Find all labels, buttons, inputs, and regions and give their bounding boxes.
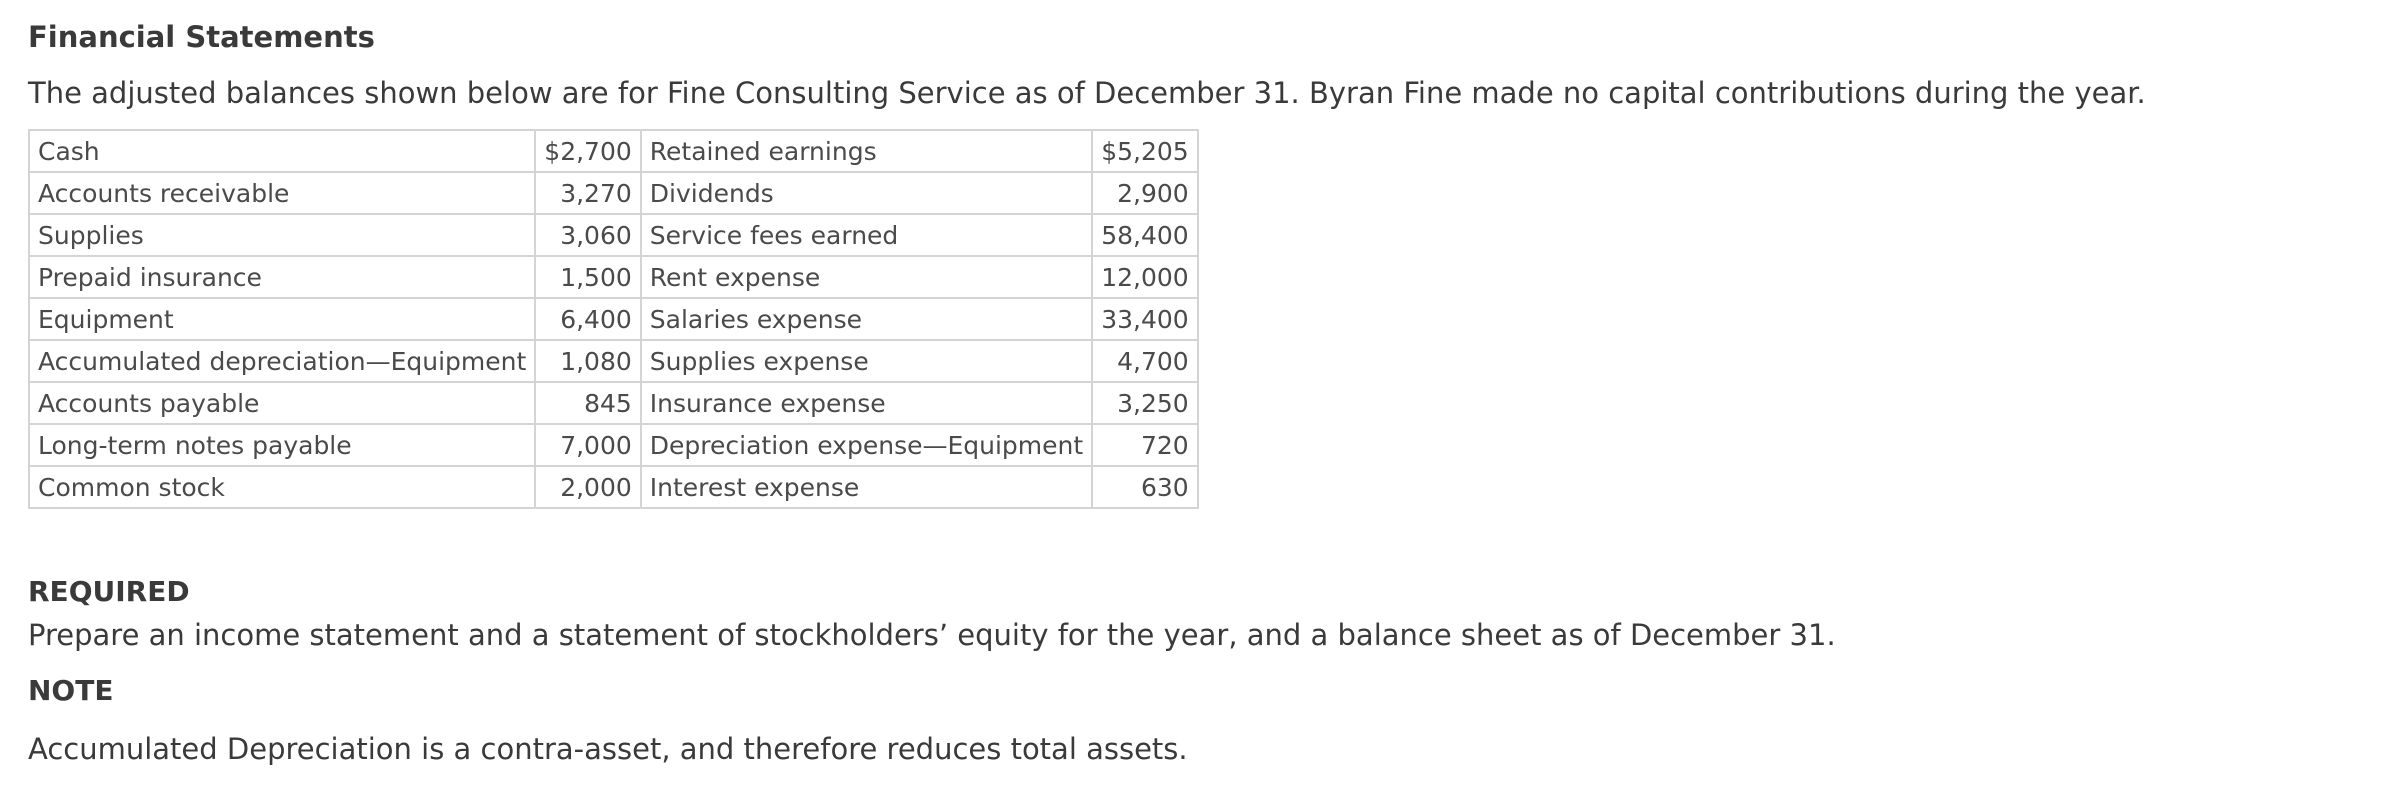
table-row [29,424,1198,466]
note-heading: NOTE [28,674,114,707]
account-balance: 720 [1092,424,1197,466]
page-title: Financial Statements [28,20,375,54]
account-balance: 630 [1092,466,1197,508]
account-name: Rent expense [641,256,1092,298]
table-row [29,256,1198,298]
account-name: Common stock [29,466,535,508]
table-row [29,466,1198,508]
account-name: Prepaid insurance [29,256,535,298]
account-balance: 3,270 [535,172,640,214]
required-instructions: Prepare an income statement and a statement of stockholders’ equity for the year, and a balance sheet as of December 31. [28,618,1836,652]
account-balance: 12,000 [1092,256,1197,298]
account-name: Depreciation expense—Equipment [641,424,1092,466]
intro-paragraph: The adjusted balances shown below are for Fine Consulting Service as of December 31. Byran Fine made no capital contributions during the year. [28,76,2146,110]
account-name: Long-term notes payable [29,424,535,466]
account-name: Salaries expense [641,298,1092,340]
account-balance: 33,400 [1092,298,1197,340]
account-name: Insurance expense [641,382,1092,424]
account-balance: 1,500 [535,256,640,298]
table-row [29,340,1198,382]
account-name: Cash [29,130,535,172]
account-name: Equipment [29,298,535,340]
note-text: Accumulated Depreciation is a contra-asset, and therefore reduces total assets. [28,732,1188,766]
table-row [29,382,1198,424]
account-name: Supplies expense [641,340,1092,382]
account-name: Service fees earned [641,214,1092,256]
account-balance: $5,205 [1092,130,1197,172]
account-balance: $2,700 [535,130,640,172]
table-row [29,298,1198,340]
table-row [29,172,1198,214]
account-name: Accounts receivable [29,172,535,214]
account-balance: 6,400 [535,298,640,340]
adjusted-balances-table [28,129,1199,509]
account-balance: 3,250 [1092,382,1197,424]
account-balance: 4,700 [1092,340,1197,382]
account-name: Supplies [29,214,535,256]
account-name: Interest expense [641,466,1092,508]
account-balance: 3,060 [535,214,640,256]
account-balance: 58,400 [1092,214,1197,256]
table-row [29,214,1198,256]
account-name: Accumulated depreciation—Equipment [29,340,535,382]
account-balance: 2,900 [1092,172,1197,214]
table-row [29,130,1198,172]
account-name: Retained earnings [641,130,1092,172]
account-name: Accounts payable [29,382,535,424]
account-balance: 1,080 [535,340,640,382]
account-balance: 7,000 [535,424,640,466]
account-name: Dividends [641,172,1092,214]
account-balance: 2,000 [535,466,640,508]
account-balance: 845 [535,382,640,424]
required-heading: REQUIRED [28,575,190,608]
